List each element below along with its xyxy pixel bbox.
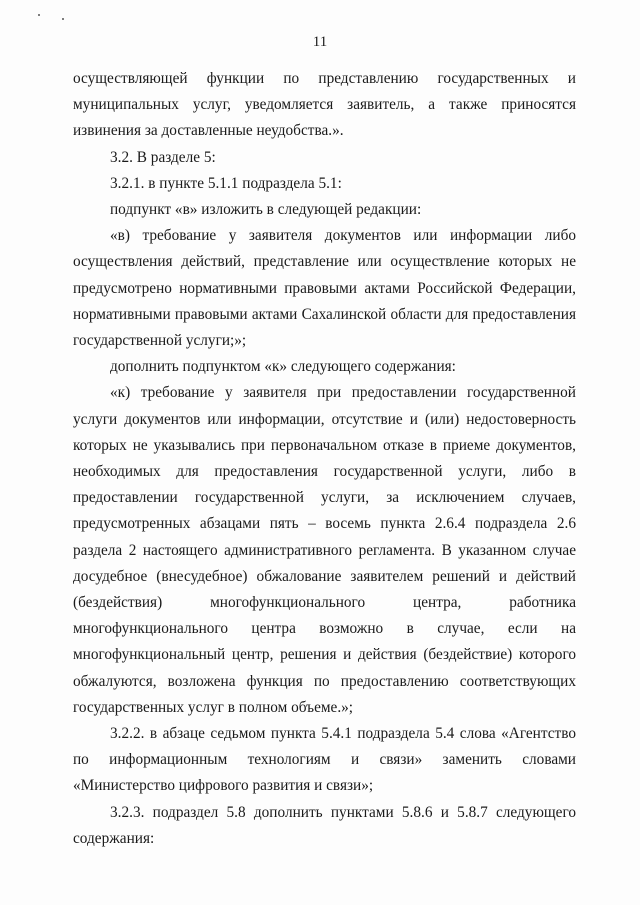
page-number: 11 (312, 34, 328, 50)
paragraph: подпункт «в» изложить в следующей редакции: (110, 201, 422, 219)
paragraph: 3.2. В разделе 5: (110, 148, 216, 166)
scan-speck (62, 18, 64, 20)
document-body (73, 66, 576, 852)
paragraph: 3.2.1. в пункте 5.1.1 подраздела 5.1: (110, 174, 342, 192)
paragraph: «в) требование у заявителя документов или информации либо осуществления действий, представление или осуществление которых не предусмотрено нормативными правовыми актами Российской Федерации, нормативными правовыми актами Сахалинской области для предоставления государственной услуги;»; (73, 227, 576, 350)
paragraph: 3.2.2. в абзаце седьмом пункта 5.4.1 подраздела 5.4 слова «Агентство по информационным технологиям и связи» заменить словами «Министерство цифрового развития и связи»; (73, 725, 576, 795)
paragraph: дополнить подпунктом «к» следующего содержания: (110, 358, 456, 376)
scan-speck (38, 14, 40, 16)
paragraph: «к) требование у заявителя при предоставлении государственной услуги документов или информации, отсутствие и (или) недостоверность которых не указывались при первоначальном отказе в приеме документов, необходимых для предоставления государственной услуги, либо в предоставлении государственной услуги, за исключением случаев, предусмотренных абзацами пять – восемь пункта 2.6.4 подраздела 2.6 раздела 2 настоящего административного регламента. В указанном случае досудебное (внесудебное) обжалование заявителем решений и действий (бездействия) многофункционального центра, работника многофункционального центра возможно в случае, если на многофункциональный центр, решения и действия (бездействие) которого обжалуются, возложена функция по предоставлению соответствующих государственных услуг в полном объеме.»; (73, 384, 576, 716)
paragraph: 3.2.3. подраздел 5.8 дополнить пунктами 5.8.6 и 5.8.7 следующего содержания: (73, 803, 576, 847)
paragraph: осуществляющей функции по представлению государственных и муниципальных услуг, уведомляется заявитель, а также приносятся извинения за доставленные неудобства.». (73, 70, 576, 140)
